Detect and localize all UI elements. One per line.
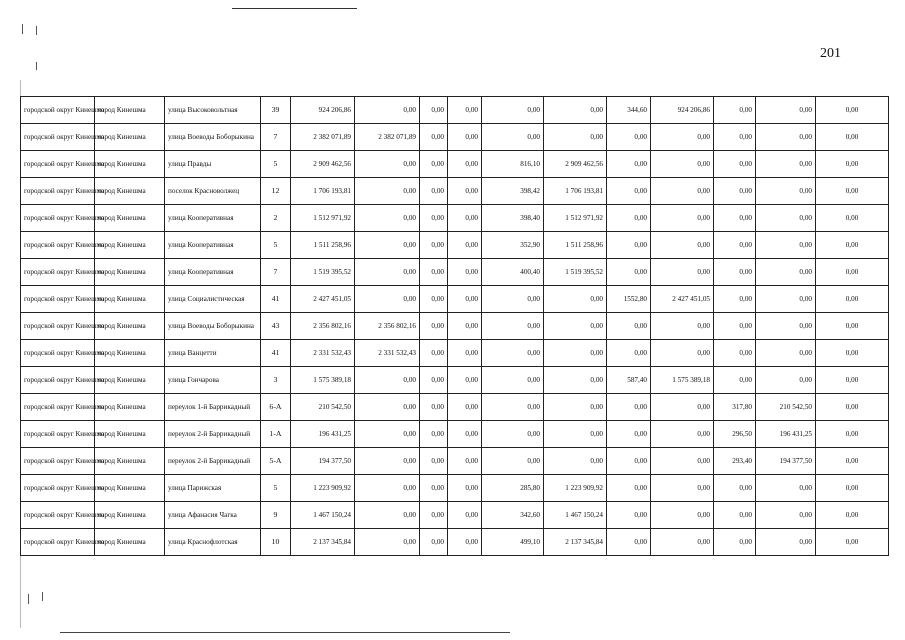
cell-v7: 0,00 — [651, 178, 714, 205]
cell-v6: 0,00 — [607, 340, 651, 367]
cell-v9: 0,00 — [756, 205, 816, 232]
cell-v10: 0,00 — [816, 286, 889, 313]
cell-v8: 0,00 — [714, 259, 756, 286]
cell-v3: 0,00 — [448, 340, 482, 367]
cell-city: город Кинешма — [95, 448, 165, 475]
cell-v6: 0,00 — [607, 421, 651, 448]
cell-v8: 0,00 — [714, 232, 756, 259]
cell-v5: 1 706 193,81 — [544, 178, 607, 205]
scan-mark — [42, 592, 43, 601]
cell-v1: 2 331 532,43 — [355, 340, 420, 367]
cell-v9: 0,00 — [756, 151, 816, 178]
cell-v7: 0,00 — [651, 313, 714, 340]
cell-owner: городской округ Кинешма — [21, 367, 95, 394]
cell-city: город Кинешма — [95, 232, 165, 259]
cell-v10: 0,00 — [816, 178, 889, 205]
cell-v9: 210 542,50 — [756, 394, 816, 421]
cell-v4: 0,00 — [482, 286, 544, 313]
cell-v1: 0,00 — [355, 259, 420, 286]
scan-mark — [28, 594, 29, 604]
cell-total: 1 467 150,24 — [291, 502, 355, 529]
cell-v2: 0,00 — [420, 448, 448, 475]
cell-street: улица Высоковольтная — [165, 97, 261, 124]
cell-v4: 0,00 — [482, 313, 544, 340]
cell-street: переулок 2-й Баррикадный — [165, 448, 261, 475]
cell-v2: 0,00 — [420, 340, 448, 367]
cell-v8: 296,50 — [714, 421, 756, 448]
cell-v6: 0,00 — [607, 475, 651, 502]
cell-total: 2 427 451,05 — [291, 286, 355, 313]
cell-v5: 0,00 — [544, 340, 607, 367]
cell-house: 10 — [261, 529, 291, 556]
cell-v7: 0,00 — [651, 205, 714, 232]
cell-v7: 0,00 — [651, 475, 714, 502]
cell-owner: городской округ Кинешма — [21, 502, 95, 529]
cell-v2: 0,00 — [420, 97, 448, 124]
cell-v7: 924 206,86 — [651, 97, 714, 124]
cell-v10: 0,00 — [816, 313, 889, 340]
cell-city: город Кинешма — [95, 529, 165, 556]
table-row — [21, 529, 889, 556]
cell-v1: 0,00 — [355, 421, 420, 448]
cell-v7: 0,00 — [651, 151, 714, 178]
cell-v3: 0,00 — [448, 448, 482, 475]
cell-v6: 0,00 — [607, 178, 651, 205]
cell-v5: 0,00 — [544, 313, 607, 340]
table-row — [21, 205, 889, 232]
cell-v7: 0,00 — [651, 448, 714, 475]
cell-v2: 0,00 — [420, 394, 448, 421]
cell-v7: 0,00 — [651, 421, 714, 448]
cell-v6: 0,00 — [607, 313, 651, 340]
cell-v2: 0,00 — [420, 421, 448, 448]
cell-v6: 0,00 — [607, 259, 651, 286]
cell-v4: 0,00 — [482, 97, 544, 124]
cell-v1: 0,00 — [355, 97, 420, 124]
table-row — [21, 448, 889, 475]
scan-mark — [36, 62, 37, 70]
cell-v4: 0,00 — [482, 448, 544, 475]
cell-street: улица Краснофлотская — [165, 529, 261, 556]
cell-owner: городской округ Кинешма — [21, 313, 95, 340]
cell-v8: 0,00 — [714, 178, 756, 205]
cell-v5: 2 909 462,56 — [544, 151, 607, 178]
cell-city: город Кинешма — [95, 340, 165, 367]
cell-street: улица Социалистическая — [165, 286, 261, 313]
cell-v6: 0,00 — [607, 151, 651, 178]
cell-owner: городской округ Кинешма — [21, 205, 95, 232]
cell-v5: 1 223 909,92 — [544, 475, 607, 502]
cell-v7: 0,00 — [651, 259, 714, 286]
cell-total: 1 511 258,96 — [291, 232, 355, 259]
cell-v1: 0,00 — [355, 448, 420, 475]
cell-v3: 0,00 — [448, 502, 482, 529]
cell-v1: 0,00 — [355, 232, 420, 259]
cell-house: 9 — [261, 502, 291, 529]
cell-v8: 0,00 — [714, 97, 756, 124]
cell-v5: 0,00 — [544, 367, 607, 394]
cell-owner: городской округ Кинешма — [21, 259, 95, 286]
cell-v1: 2 356 802,16 — [355, 313, 420, 340]
cell-v10: 0,00 — [816, 502, 889, 529]
cell-v5: 1 511 258,96 — [544, 232, 607, 259]
cell-v9: 196 431,25 — [756, 421, 816, 448]
cell-total: 1 519 395,52 — [291, 259, 355, 286]
cell-street: улица Кооперативная — [165, 232, 261, 259]
cell-v5: 0,00 — [544, 421, 607, 448]
cell-v7: 0,00 — [651, 124, 714, 151]
cell-v2: 0,00 — [420, 124, 448, 151]
cell-v5: 0,00 — [544, 394, 607, 421]
cell-house: 39 — [261, 97, 291, 124]
cell-v1: 0,00 — [355, 151, 420, 178]
cell-total: 1 575 389,18 — [291, 367, 355, 394]
cell-v6: 0,00 — [607, 502, 651, 529]
cell-v5: 0,00 — [544, 124, 607, 151]
cell-v2: 0,00 — [420, 502, 448, 529]
cell-v1: 0,00 — [355, 178, 420, 205]
cell-v10: 0,00 — [816, 394, 889, 421]
cell-city: город Кинешма — [95, 259, 165, 286]
cell-house: 1-А — [261, 421, 291, 448]
cell-street: улица Воеводы Боборыкина — [165, 313, 261, 340]
cell-v3: 0,00 — [448, 178, 482, 205]
table-row — [21, 259, 889, 286]
cell-v3: 0,00 — [448, 529, 482, 556]
cell-house: 3 — [261, 367, 291, 394]
cell-total: 2 331 532,43 — [291, 340, 355, 367]
cell-street: переулок 1-й Баррикадный — [165, 394, 261, 421]
cell-house: 7 — [261, 124, 291, 151]
cell-v5: 1 512 971,92 — [544, 205, 607, 232]
cell-v9: 0,00 — [756, 259, 816, 286]
cell-v2: 0,00 — [420, 286, 448, 313]
cell-v5: 1 519 395,52 — [544, 259, 607, 286]
cell-v10: 0,00 — [816, 448, 889, 475]
cell-v10: 0,00 — [816, 421, 889, 448]
cell-total: 210 542,50 — [291, 394, 355, 421]
cell-v1: 2 382 071,89 — [355, 124, 420, 151]
cell-v4: 0,00 — [482, 367, 544, 394]
cell-total: 2 356 802,16 — [291, 313, 355, 340]
cell-owner: городской округ Кинешма — [21, 124, 95, 151]
table-row — [21, 367, 889, 394]
cell-owner: городской округ Кинешма — [21, 421, 95, 448]
cell-v9: 0,00 — [756, 340, 816, 367]
cell-v10: 0,00 — [816, 205, 889, 232]
cell-total: 2 909 462,56 — [291, 151, 355, 178]
table-row — [21, 178, 889, 205]
cell-v6: 0,00 — [607, 205, 651, 232]
cell-v8: 0,00 — [714, 286, 756, 313]
cell-v10: 0,00 — [816, 367, 889, 394]
cell-v3: 0,00 — [448, 313, 482, 340]
cell-v2: 0,00 — [420, 232, 448, 259]
cell-city: город Кинешма — [95, 394, 165, 421]
scan-line-top — [232, 8, 357, 9]
cell-v8: 0,00 — [714, 502, 756, 529]
scan-line-bottom — [60, 632, 510, 633]
cell-v3: 0,00 — [448, 475, 482, 502]
cell-total: 1 706 193,81 — [291, 178, 355, 205]
cell-v2: 0,00 — [420, 205, 448, 232]
cell-house: 12 — [261, 178, 291, 205]
cell-house: 43 — [261, 313, 291, 340]
cell-city: город Кинешма — [95, 313, 165, 340]
cell-city: город Кинешма — [95, 124, 165, 151]
table-row — [21, 475, 889, 502]
cell-v4: 0,00 — [482, 124, 544, 151]
cell-v2: 0,00 — [420, 259, 448, 286]
cell-v3: 0,00 — [448, 151, 482, 178]
cell-street: переулок 2-й Баррикадный — [165, 421, 261, 448]
cell-v5: 2 137 345,84 — [544, 529, 607, 556]
cell-owner: городской округ Кинешма — [21, 394, 95, 421]
cell-v7: 0,00 — [651, 232, 714, 259]
cell-v1: 0,00 — [355, 205, 420, 232]
cell-v4: 342,60 — [482, 502, 544, 529]
cell-v1: 0,00 — [355, 529, 420, 556]
cell-v3: 0,00 — [448, 394, 482, 421]
cell-v4: 0,00 — [482, 394, 544, 421]
cell-v9: 0,00 — [756, 286, 816, 313]
cell-v5: 0,00 — [544, 286, 607, 313]
cell-v3: 0,00 — [448, 259, 482, 286]
cell-v9: 0,00 — [756, 313, 816, 340]
cell-owner: городской округ Кинешма — [21, 340, 95, 367]
cell-owner: городской округ Кинешма — [21, 151, 95, 178]
cell-v7: 1 575 389,18 — [651, 367, 714, 394]
cell-street: поселок Красноволжец — [165, 178, 261, 205]
cell-city: город Кинешма — [95, 475, 165, 502]
cell-house: 5 — [261, 151, 291, 178]
cell-total: 1 512 971,92 — [291, 205, 355, 232]
cell-owner: городской округ Кинешма — [21, 529, 95, 556]
cell-v8: 317,80 — [714, 394, 756, 421]
cell-v4: 398,42 — [482, 178, 544, 205]
cell-v10: 0,00 — [816, 124, 889, 151]
cell-total: 196 431,25 — [291, 421, 355, 448]
cell-v3: 0,00 — [448, 367, 482, 394]
cell-v5: 0,00 — [544, 97, 607, 124]
cell-v8: 0,00 — [714, 340, 756, 367]
cell-v6: 0,00 — [607, 232, 651, 259]
cell-house: 5 — [261, 475, 291, 502]
cell-v10: 0,00 — [816, 259, 889, 286]
cell-v7: 0,00 — [651, 502, 714, 529]
table-row — [21, 151, 889, 178]
cell-v8: 0,00 — [714, 151, 756, 178]
cell-v4: 285,80 — [482, 475, 544, 502]
cell-v9: 0,00 — [756, 475, 816, 502]
cell-v2: 0,00 — [420, 529, 448, 556]
cell-owner: городской округ Кинешма — [21, 178, 95, 205]
cell-v1: 0,00 — [355, 475, 420, 502]
cell-v2: 0,00 — [420, 313, 448, 340]
cell-city: город Кинешма — [95, 367, 165, 394]
cell-street: улица Воеводы Боборыкина — [165, 124, 261, 151]
table-row — [21, 502, 889, 529]
cell-v8: 0,00 — [714, 124, 756, 151]
cell-v3: 0,00 — [448, 232, 482, 259]
cell-v4: 0,00 — [482, 421, 544, 448]
cell-v8: 0,00 — [714, 367, 756, 394]
cell-v8: 0,00 — [714, 529, 756, 556]
cell-v6: 344,60 — [607, 97, 651, 124]
cell-v2: 0,00 — [420, 475, 448, 502]
cell-v6: 1552,80 — [607, 286, 651, 313]
table-row — [21, 286, 889, 313]
table-body — [21, 97, 889, 556]
cell-v3: 0,00 — [448, 124, 482, 151]
cell-street: улица Афанасия Чагка — [165, 502, 261, 529]
cell-city: город Кинешма — [95, 421, 165, 448]
cell-street: улица Парижская — [165, 475, 261, 502]
scan-mark — [36, 26, 37, 35]
cell-v4: 398,40 — [482, 205, 544, 232]
cell-v3: 0,00 — [448, 205, 482, 232]
table-row — [21, 421, 889, 448]
cell-house: 2 — [261, 205, 291, 232]
cell-owner: городской округ Кинешма — [21, 232, 95, 259]
table-row — [21, 313, 889, 340]
cell-v1: 0,00 — [355, 502, 420, 529]
cell-v1: 0,00 — [355, 394, 420, 421]
cell-house: 7 — [261, 259, 291, 286]
cell-house: 41 — [261, 286, 291, 313]
cell-total: 2 382 071,89 — [291, 124, 355, 151]
cell-v4: 499,10 — [482, 529, 544, 556]
cell-v1: 0,00 — [355, 367, 420, 394]
cell-v8: 293,40 — [714, 448, 756, 475]
cell-owner: городской округ Кинешма — [21, 448, 95, 475]
cell-v6: 0,00 — [607, 124, 651, 151]
cell-v10: 0,00 — [816, 97, 889, 124]
table-row — [21, 97, 889, 124]
cell-street: улица Кооперативная — [165, 205, 261, 232]
cell-owner: городской округ Кинешма — [21, 475, 95, 502]
cell-v8: 0,00 — [714, 313, 756, 340]
cell-v3: 0,00 — [448, 97, 482, 124]
cell-v8: 0,00 — [714, 205, 756, 232]
cell-v10: 0,00 — [816, 232, 889, 259]
cell-city: город Кинешма — [95, 178, 165, 205]
cell-v5: 1 467 150,24 — [544, 502, 607, 529]
cell-v9: 0,00 — [756, 232, 816, 259]
cell-street: улица Правды — [165, 151, 261, 178]
cell-house: 6-А — [261, 394, 291, 421]
table-row — [21, 394, 889, 421]
cell-v6: 587,40 — [607, 367, 651, 394]
scan-mark — [22, 24, 23, 34]
cell-street: улица Ванцетти — [165, 340, 261, 367]
cell-v4: 0,00 — [482, 340, 544, 367]
cell-v1: 0,00 — [355, 286, 420, 313]
cell-city: город Кинешма — [95, 502, 165, 529]
cell-v2: 0,00 — [420, 178, 448, 205]
cell-v7: 0,00 — [651, 340, 714, 367]
cell-v10: 0,00 — [816, 529, 889, 556]
cell-street: улица Кооперативная — [165, 259, 261, 286]
cell-v10: 0,00 — [816, 340, 889, 367]
cell-v3: 0,00 — [448, 286, 482, 313]
cell-v7: 0,00 — [651, 529, 714, 556]
cell-city: город Кинешма — [95, 205, 165, 232]
cell-v9: 0,00 — [756, 529, 816, 556]
cell-v6: 0,00 — [607, 394, 651, 421]
cell-city: город Кинешма — [95, 97, 165, 124]
cell-v9: 0,00 — [756, 502, 816, 529]
cell-total: 194 377,50 — [291, 448, 355, 475]
cell-v10: 0,00 — [816, 475, 889, 502]
table-row — [21, 232, 889, 259]
cell-v2: 0,00 — [420, 151, 448, 178]
cell-v6: 0,00 — [607, 448, 651, 475]
table-row — [21, 124, 889, 151]
cell-v2: 0,00 — [420, 367, 448, 394]
cell-v8: 0,00 — [714, 475, 756, 502]
cell-v9: 0,00 — [756, 124, 816, 151]
cell-v9: 0,00 — [756, 367, 816, 394]
table-row — [21, 340, 889, 367]
cell-v4: 352,90 — [482, 232, 544, 259]
cell-v10: 0,00 — [816, 151, 889, 178]
cell-v7: 0,00 — [651, 394, 714, 421]
cell-v9: 0,00 — [756, 178, 816, 205]
cell-total: 1 223 909,92 — [291, 475, 355, 502]
cell-street: улица Гончарова — [165, 367, 261, 394]
cell-v9: 0,00 — [756, 97, 816, 124]
cell-v3: 0,00 — [448, 421, 482, 448]
cell-house: 41 — [261, 340, 291, 367]
cell-house: 5-А — [261, 448, 291, 475]
cell-total: 924 206,86 — [291, 97, 355, 124]
cell-owner: городской округ Кинешма — [21, 97, 95, 124]
cell-owner: городской округ Кинешма — [21, 286, 95, 313]
cell-v9: 194 377,50 — [756, 448, 816, 475]
register-table — [20, 96, 889, 556]
cell-v4: 400,40 — [482, 259, 544, 286]
cell-v7: 2 427 451,05 — [651, 286, 714, 313]
cell-city: город Кинешма — [95, 151, 165, 178]
page-number: 201 — [820, 46, 841, 61]
cell-v6: 0,00 — [607, 529, 651, 556]
cell-v5: 0,00 — [544, 448, 607, 475]
cell-house: 5 — [261, 232, 291, 259]
cell-city: город Кинешма — [95, 286, 165, 313]
cell-v4: 816,10 — [482, 151, 544, 178]
cell-total: 2 137 345,84 — [291, 529, 355, 556]
